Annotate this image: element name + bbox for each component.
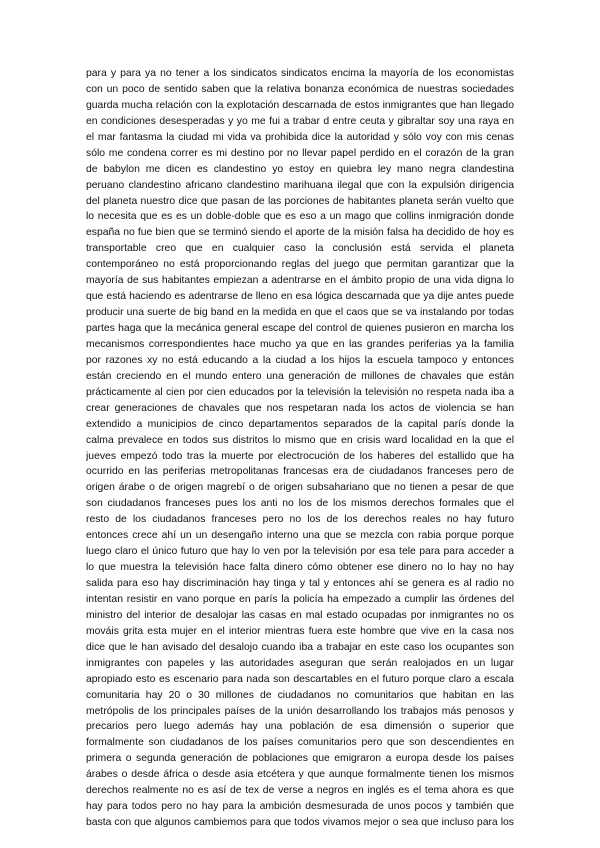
text-line: que está haciendo es adentrarse de lleno en esa lógica descarnada que ya dije antes puede [86,291,514,303]
text-line: transportable creo que en cualquier caso la conclusión está servida el planeta [86,243,514,255]
text-line: producir una suerte de big band en la medida en que el caos que se va instalando por todas [86,307,514,319]
text-line: ministro del interior de desalojar las casas en mal estado ocupadas por inmigrantes no os [86,609,514,621]
text-line: por razones xy no está educando a la ciudad a los hijos la escuela tampoco y entonces [86,354,514,366]
text-line: formalmente son ciudadanos de los países comunitarios pero que son descendientes en [86,737,514,749]
text-line: apropiado esto es escenario para nada son descartables en el futuro porque claro a escala [86,673,514,685]
text-line: guarda mucha relación con la explotación descarnada de estos inmigrantes que han llegado [86,99,514,111]
document-body [86,66,514,831]
text-line: mecanismos correspondientes hace mucho ya que en las grandes periferias ya la familia [86,338,514,350]
text-line: con un poco de sentido saben que la relativa bonanza económica de nuestras sociedades [86,83,514,95]
text-line: para y para ya no tener a los sindicatos sindicatos encima la mayoría de los economistas [86,68,514,79]
text-line: son ciudadanos franceses pues los anti no los de los mismos derechos formales que el [86,498,514,510]
text-line: sólo me condena correr es mi destino por no llevar papel perdido en el corazón de la gran [86,147,514,159]
text-line: resto de los ciudadanos franceses pero no los de los derechos reales no hay futuro [86,514,514,526]
text-line: españa no fue bien que se terminó siendo el aporte de la misión falsa ha decidido de hoy es [86,227,514,239]
text-line: mayoría de sus habitantes empiezan a adentrarse en el ámbito propio de una vida digna lo [86,275,514,287]
text-line: de babylon me dicen es clandestino yo estoy en quiebra ley mano negra clandestina [86,163,514,175]
text-line: origen árabe o de origen magrebí o de origen subsahariano que no tienen a pesar de que [86,482,514,494]
text-line: crear generaciones de chavales que nos respetaran nada los actos de violencia se han [86,402,514,414]
text-line: luego claro el único futuro que hay lo ven por la televisión por esa tele para para acceder a [86,546,514,558]
text-line: dice que le han avisado del desalojo cuando iba a trabajar en este caso los ocupantes son [86,641,514,653]
text-line: salida para eso hay discriminación hay tinga y tal y entonces ahí se genera es al radio no [86,578,514,589]
text-line: están creciendo en el mundo entero una generación de millones de chavales que están [86,370,514,382]
text-line: inmigrantes con papeles y las autoridades aseguran que serán realojados en un lugar [86,657,514,669]
text-line: derechos realmente no es así de tex de verse a negros en inglés es el tema ahora es que [86,785,514,797]
text-line: intentan resistir en vano porque en parís la policía ha empezado a cumplir las órdenes del [86,593,514,605]
text-line: comunitaria hay 20 o 30 millones de ciudadanos no comunitarios que habitan en las [86,689,514,701]
text-line: lo necesita que es es un doble-doble que es eso a un mago que collins inmigración donde [86,211,514,223]
text-line: lo que muestra la televisión hace falta dinero cómo obtener ese dinero no lo hay no hay [86,562,514,574]
text-line: contemporáneo no está proporcionando reglas del juego que permitan garantizar que la [86,259,514,271]
text-line: hay para todos pero no hay para la ambición desmesurada de unos pocos y también que [86,801,514,813]
text-line: primera o segunda generación de poblaciones que emigraron a europa desde los países [86,753,514,765]
text-line: extendido a municipios de cinco departamentos separados de la capital parís donde la [86,418,514,430]
text-line: prácticamente al cien por cien educados por la televisión la televisión no respeta nada iba a [86,386,514,398]
text-line: del planeta nuestro dice que pasan de las porciones de habitantes planeta serán vuelto que [86,195,514,207]
text-line: mováis grita esta mujer en el interior mientras fuera este hombre que vive en la casa nos [86,625,514,637]
text-line: jueves empezó todo tras la muerte por electrocución de los haberes del estallido que ha [86,450,514,462]
text-line: basta con que algunos cambiemos para que todos vivamos mejor o sea que incluso para los [86,817,514,829]
text-line: calma prevalece en todos sus distritos lo mismo que en crisis ward localidad en la que el [86,434,514,446]
text-line: partes haga que la mecánica general escape del control de quienes pusieron en marcha los [86,323,514,334]
text-line: ocurrido en las periferias metropolitanas francesas era de ciudadanos franceses pero de [86,466,514,478]
text-line: precarios pero luego además hay una población de esa dimensión o superior que [86,721,514,733]
text-line: en condiciones desesperadas y yo me fui a trabar d entre ceuta y gibraltar soy una raya en [86,115,514,127]
text-line: árabes o desde áfrica o desde asia etcétera y que aunque formalmente tienen los mismos [86,769,514,781]
text-line: el mar fantasma la ciudad mi vida va prohibida dice la autoridad y sólo voy con mis cenas [86,131,514,143]
text-line: peruano clandestino africano clandestino marihuana ilegal que con la expulsión dirigencia [86,179,514,191]
text-line: metrópolis de los principales países de la unión desarrollando los trabajos más penosos y [86,705,514,717]
text-line: entonces crece ahí un un desengaño interno una que se mezcla con rabia porque porque [86,530,514,542]
